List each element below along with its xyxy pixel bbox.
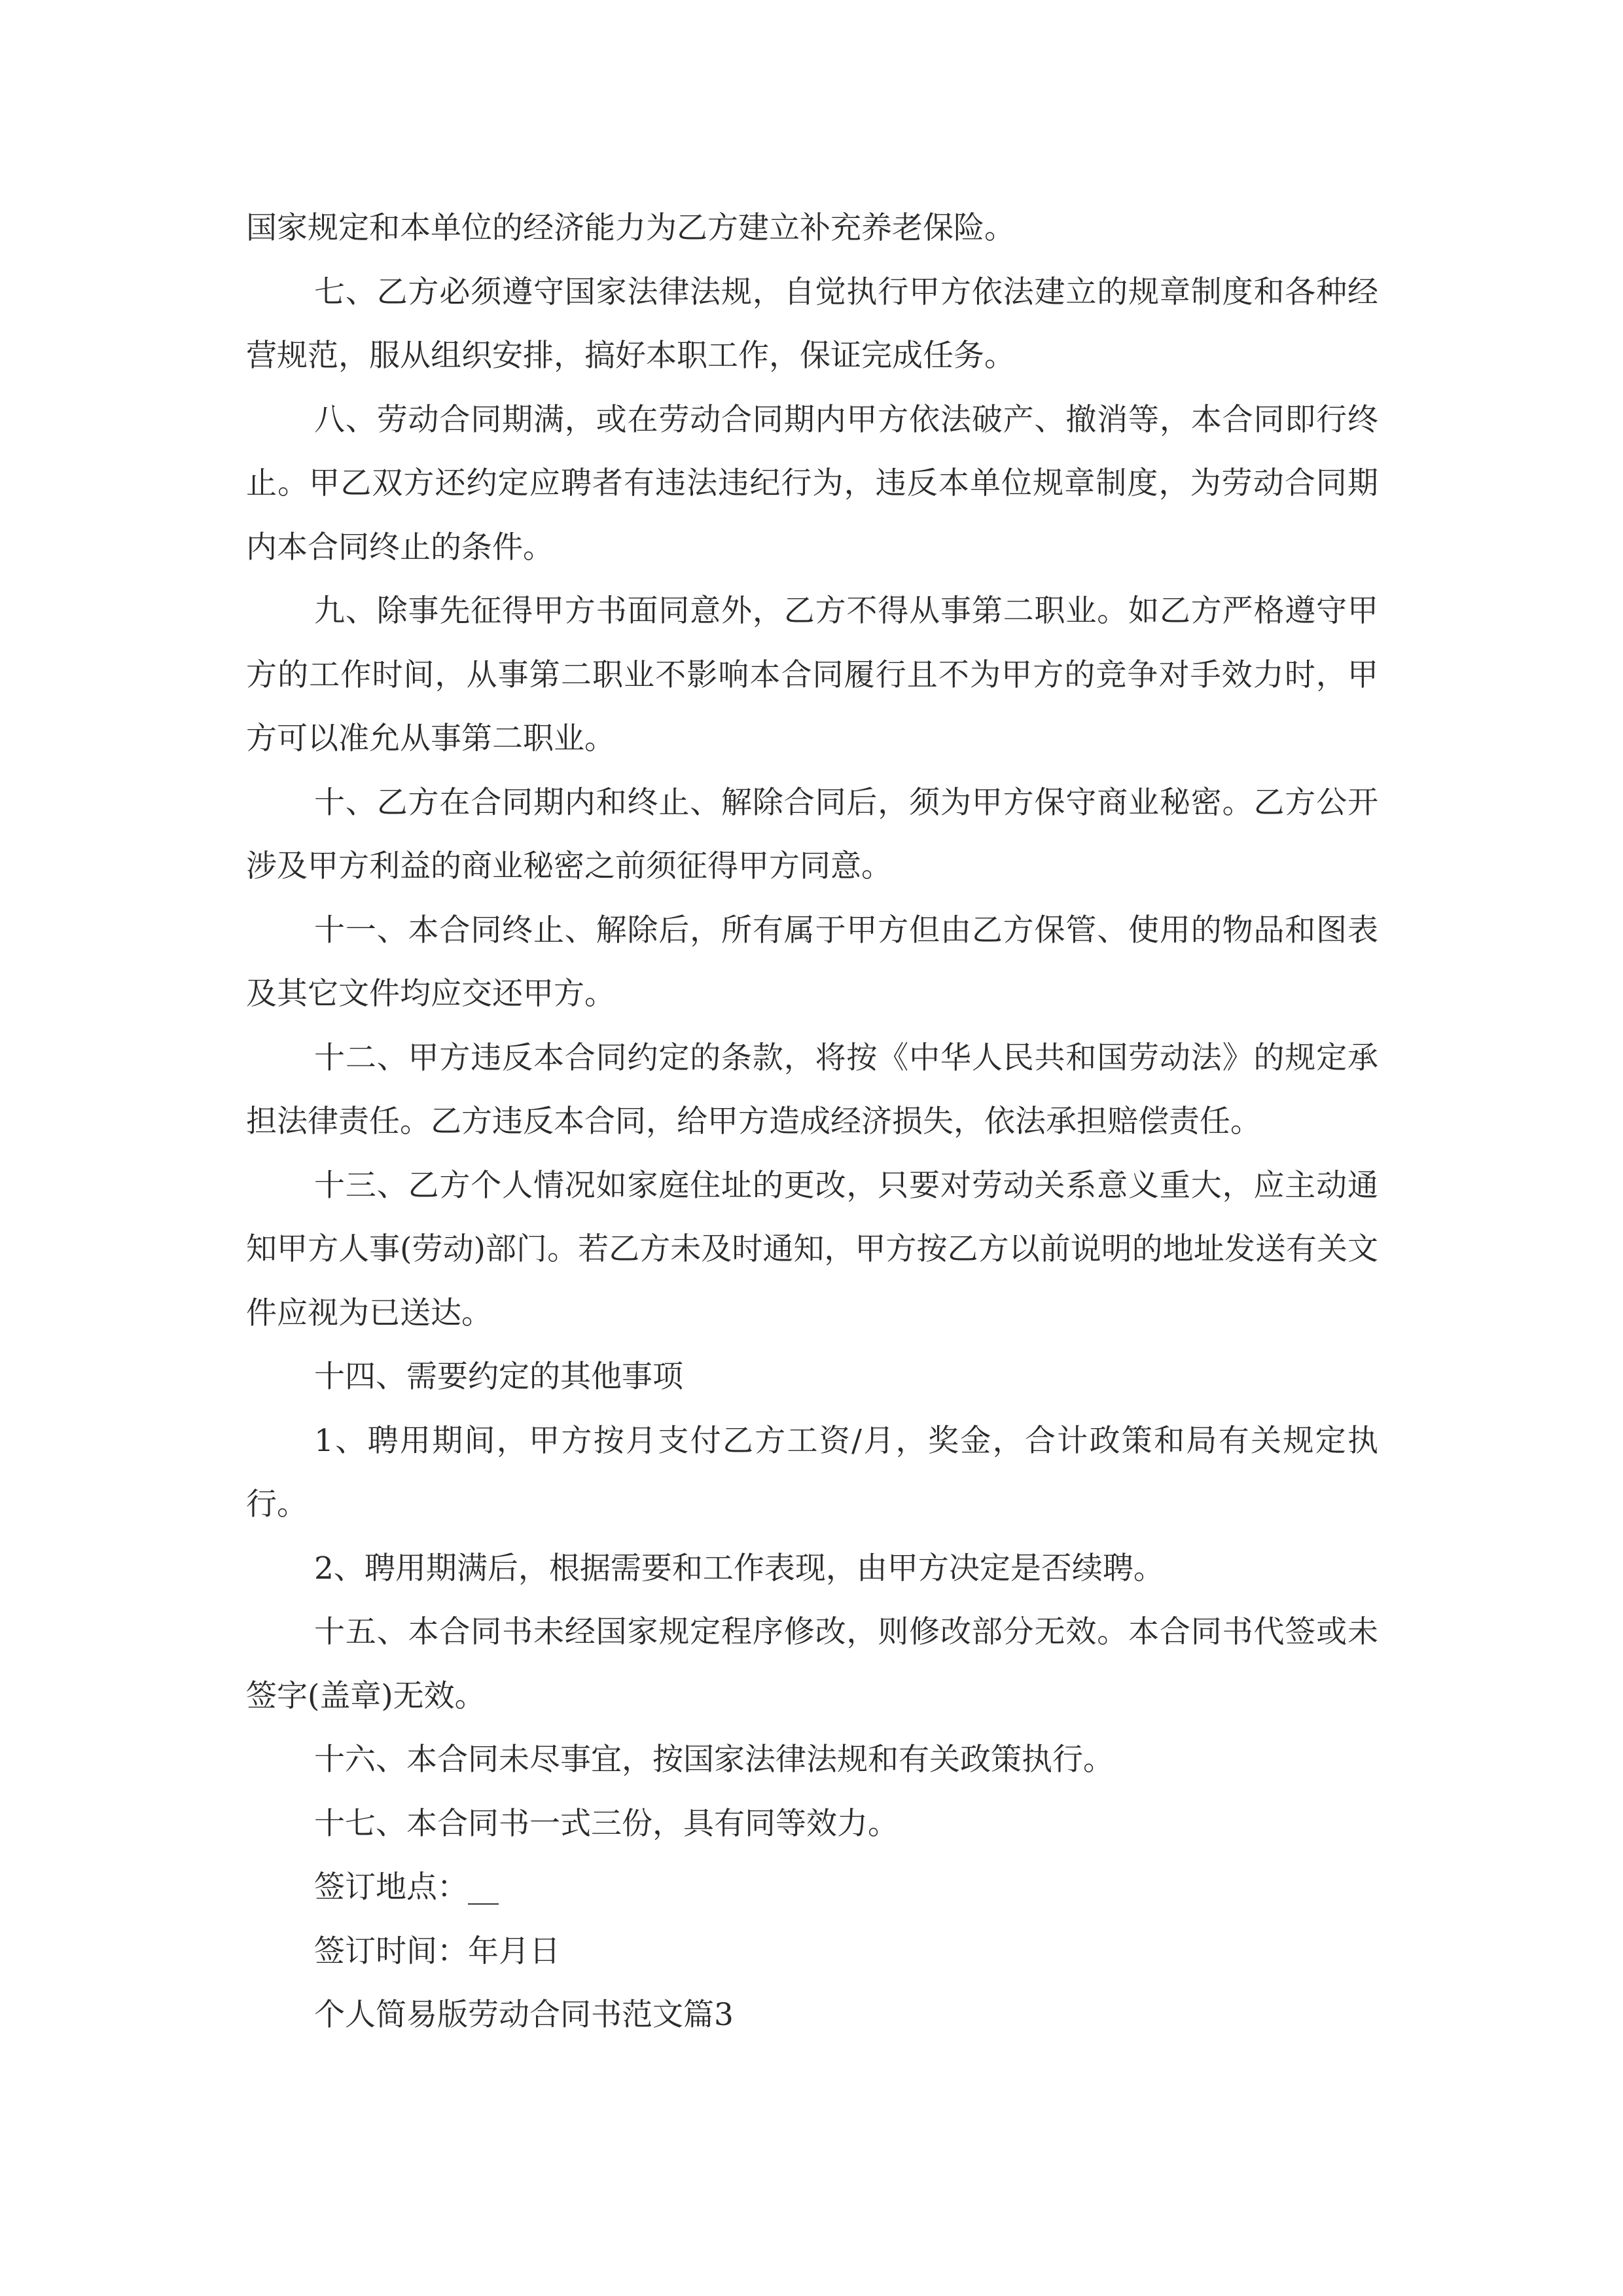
next-section-title: 个人简易版劳动合同书范文篇3 <box>314 1997 734 2033</box>
paragraph-continued: 国家规定和本单位的经济能力为乙方建立补充养老保险。 <box>246 210 1015 246</box>
clause-14-item-2: 2、聘用期满后，根据需要和工作表现，由甲方决定是否续聘。 <box>314 1550 1164 1587</box>
clause-15: 十五、本合同书未经国家规定程序修改，则修改部分无效。本合同书代签或未签字(盖章)无效。 <box>246 1614 1378 1714</box>
clause-13: 十三、乙方个人情况如家庭住址的更改，只要对劳动关系意义重大，应主动通知甲方人事(劳动)部门。若乙方未及时通知，甲方按乙方以前说明的地址发送有关文件应视为已送达。 <box>246 1167 1378 1331</box>
clause-11: 十一、本合同终止、解除后，所有属于甲方但由乙方保管、使用的物品和图表及其它文件均应交还甲方。 <box>246 912 1378 1012</box>
contract-body <box>246 196 1378 2047</box>
signing-place: 签订地点：__ <box>314 1869 499 1905</box>
clause-9: 九、除事先征得甲方书面同意外，乙方不得从事第二职业。如乙方严格遵守甲方的工作时间，从事第二职业不影响本合同履行且不为甲方的竞争对手效力时，甲方可以准允从事第二职业。 <box>246 593 1378 757</box>
clause-12: 十二、甲方违反本合同约定的条款，将按《中华人民共和国劳动法》的规定承担法律责任。乙方违反本合同，给甲方造成经济损失，依法承担赔偿责任。 <box>246 1039 1378 1139</box>
clause-10: 十、乙方在合同期内和终止、解除合同后，须为甲方保守商业秘密。乙方公开涉及甲方利益的商业秘密之前须征得甲方同意。 <box>246 784 1378 884</box>
clause-7: 七、乙方必须遵守国家法律法规，自觉执行甲方依法建立的规章制度和各种经营规范，服从组织安排，搞好本职工作，保证完成任务。 <box>246 274 1378 374</box>
clause-14: 十四、需要约定的其他事项 <box>314 1359 683 1395</box>
clause-16: 十六、本合同未尽事宜，按国家法律法规和有关政策执行。 <box>314 1742 1114 1778</box>
clause-14-item-1: 1、聘用期间，甲方按月支付乙方工资/月，奖金，合计政策和局有关规定执行。 <box>246 1422 1378 1522</box>
signing-time: 签订时间：年月日 <box>314 1933 560 1969</box>
clause-17: 十七、本合同书一式三份，具有同等效力。 <box>314 1805 899 1842</box>
clause-8: 八、劳动合同期满，或在劳动合同期内甲方依法破产、撤消等，本合同即行终止。甲乙双方还约定应聘者有违法违纪行为，违反本单位规章制度，为劳动合同期内本合同终止的条件。 <box>246 401 1378 565</box>
